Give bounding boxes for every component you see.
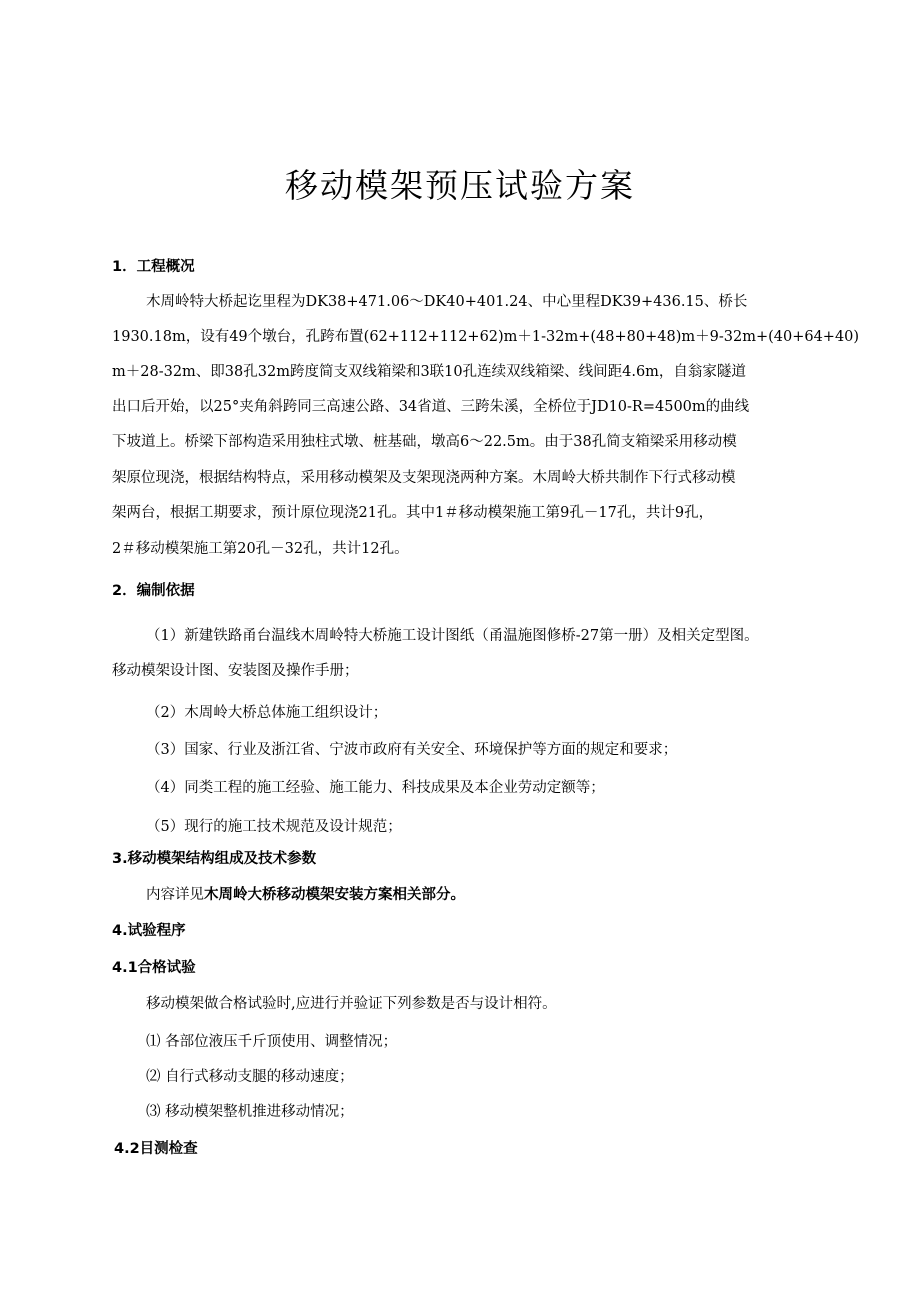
section-4-1-intro: 移动模架做合格试验时,应进行并验证下列参数是否与设计相符。 bbox=[146, 996, 557, 1012]
section-2-heading: 2．编制依据 bbox=[112, 583, 195, 599]
paragraph-line: 1930.18m，设有49个墩台，孔跨布置(62+112+112+62)m＋1-32m+(48+80+48)m＋9-32m+(40+64+40) bbox=[112, 329, 860, 345]
paragraph-line: 架原位现浇，根据结构特点，采用移动模架及支架现浇两种方案。木周岭大桥共制作下行式移动模 bbox=[112, 470, 736, 486]
paragraph-line: m＋28-32m、即38孔32m跨度简支双线箱梁和3联10孔连续双线箱梁、线间距4.6m，自翁家隧道 bbox=[112, 364, 746, 380]
section-4-1-heading: 4.1合格试验 bbox=[112, 960, 196, 976]
basis-item-3: （3）国家、行业及浙江省、宁波市政府有关安全、环境保护等方面的规定和要求； bbox=[146, 742, 678, 758]
basis-item-1-cont: 移动模架设计图、安装图及操作手册； bbox=[112, 663, 359, 679]
test-item-3: ⑶ 移动模架整机推进移动情况； bbox=[146, 1104, 354, 1120]
section-3-heading: 3.移动模架结构组成及技术参数 bbox=[112, 851, 317, 867]
test-item-1: ⑴ 各部位液压千斤顶使用、调整情况； bbox=[146, 1034, 398, 1050]
paragraph-line: 架两台，根据工期要求，预计原位现浇21孔。其中1＃移动模架施工第9孔－17孔，共计9孔， bbox=[112, 505, 714, 521]
paragraph-line: 木周岭特大桥起讫里程为DK38+471.06～DK40+401.24、中心里程DK39+436.15、桥长 bbox=[146, 294, 748, 310]
section-3-text-plain: 内容详见 bbox=[146, 887, 204, 903]
basis-item-4: （4）同类工程的施工经验、施工能力、科技成果及本企业劳动定额等； bbox=[146, 780, 605, 796]
section-4-2-heading: 4.2目测检查 bbox=[114, 1141, 198, 1157]
test-item-2: ⑵ 自行式移动支腿的移动速度； bbox=[146, 1069, 354, 1085]
page-title: 移动模架预压试验方案 bbox=[285, 166, 635, 205]
section-3-text bbox=[146, 883, 465, 904]
paragraph-line: 2＃移动模架施工第20孔－32孔，共计12孔。 bbox=[112, 541, 409, 557]
basis-item-1: （1）新建铁路甬台温线木周岭特大桥施工设计图纸（甬温施图修桥-27第一册）及相关定型图。 bbox=[146, 628, 759, 644]
section-1-heading: 1．工程概况 bbox=[112, 259, 195, 275]
paragraph-line: 下坡道上。桥梁下部构造采用独柱式墩、桩基础，墩高6～22.5m。由于38孔简支箱梁采用移动模 bbox=[112, 434, 737, 450]
basis-item-5: （5）现行的施工技术规范及设计规范； bbox=[146, 819, 402, 835]
section-3-text-bold: 木周岭大桥移动模架安装方案相关部分。 bbox=[204, 887, 465, 903]
basis-item-2: （2）木周岭大桥总体施工组织设计； bbox=[146, 705, 388, 721]
section-4-heading: 4.试验程序 bbox=[112, 923, 186, 939]
paragraph-line: 出口后开始，以25°夹角斜跨同三高速公路、34省道、三跨朱溪，全桥位于JD10-R=4500m的曲线 bbox=[112, 399, 750, 415]
